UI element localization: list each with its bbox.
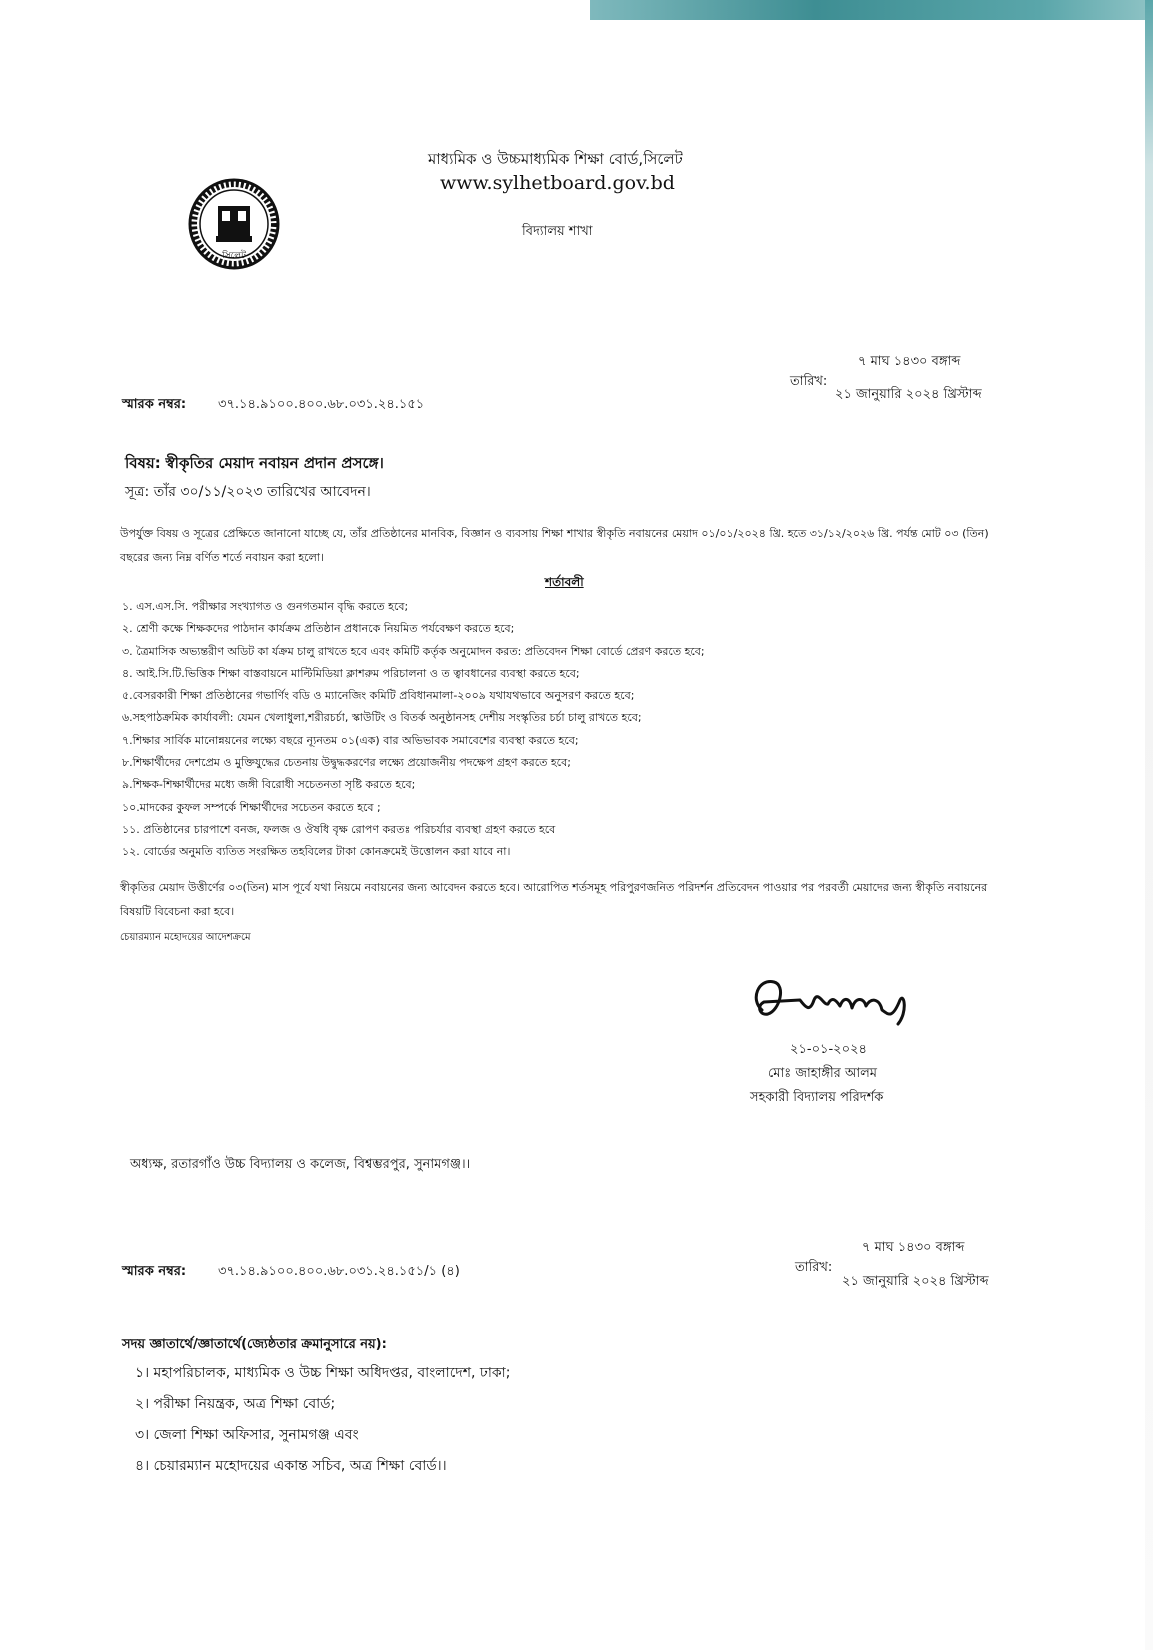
condition-item: ৮.শিক্ষার্থীদের দেশপ্রেম ও মুক্তিযুদ্ধের চেতনায় উদ্বুদ্ধকরণের লক্ষ্যে প্রয়োজনীয় পদক্ষেপ গ্রহণ করতে হবে; <box>122 756 571 770</box>
copy-ref-label: স্মারক নম্বর: <box>122 1264 187 1279</box>
board-seal-icon <box>188 178 280 270</box>
condition-item: ৯.শিক্ষক-শিক্ষার্থীদের মধ্যে জঙ্গী বিরোধী সচেতনতা সৃষ্টি করতে হবে; <box>122 778 416 792</box>
condition-item: ৪. আই.সি.টি.ভিত্তিক শিক্ষা বাস্তবায়নে মাল্টিমিডিয়া ক্লাশরুম পরিচালনা ও ত ত্বাবধানের ব্যবস্থা করতে হবে; <box>122 666 580 680</box>
date-bangla: ৭ মাঘ ১৪৩০ বঙ্গাব্দ <box>858 354 961 369</box>
reference-text: তাঁর ৩০/১১/২০২৩ তারিখের আবেদন। <box>153 484 371 500</box>
copy-item: ২। পরীক্ষা নিয়ন্ত্রক, অত্র শিক্ষা বোর্ড; <box>135 1396 336 1412</box>
intro-paragraph: উপর্যুক্ত বিষয় ও সূত্রের প্রেক্ষিতে জানানো যাচ্ছে যে, তাঁর প্রতিষ্ঠানের মানবিক, বিজ্ঞান ও ব্যবসায় শিক্ষা শাখার স্বীকৃতি নবায়নের মেয়াদ ০১/০১/২০২৪ খ্রি. হতে ৩১/১২/২০২৬ খ্রি. পর্যন্ত মোট ০৩ (তিন) বছরের জন্য নিম্ন বর্ণিত শর্তে নবায়ন করা হলো। <box>120 527 989 564</box>
copy-list <box>135 1358 510 1482</box>
subject-label: বিষয়: <box>125 454 161 472</box>
board-website: www.sylhetboard.gov.bd <box>440 172 675 194</box>
condition-item: ১০.মাদকের কুফল সম্পর্কে শিক্ষার্থীদের সচেতন করতে হবে ; <box>122 800 381 814</box>
copy-title: সদয় জ্ঞাতার্থে/জ্ঞাতার্থে(জ্যেষ্ঠতার ক্রমানুসারে নয়): <box>122 1337 387 1352</box>
order-line: চেয়ারম্যান মহোদয়ের আদেশক্রমে <box>120 932 251 943</box>
signature-icon <box>740 970 920 1040</box>
copy-date-label: তারিখ: <box>795 1260 833 1275</box>
signature-date: ২১-০১-২০২৪ <box>790 1042 867 1057</box>
copy-item: ৪। চেয়ারম্যান মহোদয়ের একান্ত সচিব, অত্র শিক্ষা বোর্ড।। <box>135 1458 447 1474</box>
condition-item: ৩. ত্রৈমাসিক অভ্যন্তরীণ অডিট কা র্যক্রম চালু রাখতে হবে এবং কমিটি কর্তৃক অনুমোদন করত: প্রতিবেদন শিক্ষা বোর্ডে প্রেরণ করতে হবে; <box>122 644 705 658</box>
reference-line <box>125 480 371 504</box>
closing-paragraph: স্বীকৃতির মেয়াদ উত্তীর্ণের ০৩(তিন) মাস পূর্বে যথা নিয়মে নবায়নের জন্য আবেদন করতে হবে। আরোপিত শর্তসমূহ পরিপুরণজনিত পরিদর্শন প্রতিবেদন পাওয়ার পর পরবর্তী মেয়াদের জন্য স্বীকৃতি নবায়নের বিষয়টি বিবেচনা করা হবে। <box>120 881 988 918</box>
scan-edge-right <box>1145 0 1153 1650</box>
board-name: মাধ্যমিক ও উচ্চমাধ্যমিক শিক্ষা বোর্ড,সিলেট <box>428 150 683 168</box>
copy-ref-number: ৩৭.১৪.৯১০০.৪০০.৬৮.০৩১.২৪.১৫১/১ (৪) <box>218 1264 460 1279</box>
condition-item: ১. এস.এস.সি. পরীক্ষার সংখ্যাগত ও গুনগতমান বৃদ্ধি করতে হবে; <box>122 600 409 613</box>
reference-label: সূত্র: <box>125 484 150 500</box>
branch-name: বিদ্যালয় শাখা <box>522 224 593 239</box>
copy-item: ১। মহাপরিচালক, মাধ্যমিক ও উচ্চ শিক্ষা অধিদপ্তর, বাংলাদেশ, ঢাকা; <box>135 1365 511 1381</box>
subject-text: স্বীকৃতির মেয়াদ নবায়ন প্রদান প্রসঙ্গে। <box>165 454 384 472</box>
signatory-designation: সহকারী বিদ্যালয় পরিদর্শক <box>750 1090 884 1105</box>
condition-item: ২. শ্রেণী কক্ষে শিক্ষকদের পাঠদান কার্যক্রম প্রতিষ্ঠান প্রধানকে নিয়মিত পর্যবেক্ষণ করতে হবে; <box>122 622 515 636</box>
condition-item: ৫.বেসরকারী শিক্ষা প্রতিষ্ঠানের গভার্ণিং বডি ও ম্যানেজিং কমিটি প্রবিধানমালা-২০০৯ যথাযথভাবে অনুসরণ করতে হবে; <box>122 689 635 703</box>
copy-date-english: ২১ জানুয়ারি ২০২৪ খ্রিস্টাব্দ <box>842 1274 989 1289</box>
ref-number: ৩৭.১৪.৯১০০.৪০০.৬৮.০৩১.২৪.১৫১ <box>218 397 425 412</box>
date-label: তারিখ: <box>790 374 828 389</box>
condition-item: ১১. প্রতিষ্ঠানের চারপাশে বনজ, ফলজ ও ঔষধি বৃক্ষ রোপণ করতঃ পরিচর্যার ব্যবস্থা গ্রহণ করতে হবে <box>122 822 556 836</box>
condition-item: ১২. বোর্ডের অনুমতি ব্যতিত সংরক্ষিত তহবিলের টাকা কোনক্রমেই উত্তোলন করা যাবে না। <box>122 845 511 859</box>
subject-line <box>125 452 384 477</box>
condition-item: ৬.সহপাঠক্রমিক কার্যাবলী: যেমন খেলাধুলা,শরীরচর্চা, স্কাউটিং ও বিতর্ক অনুষ্ঠানসহ দেশীয় সংস্কৃতির চর্চা চালু রাখতে হবে; <box>122 711 642 725</box>
condition-item: ৭.শিক্ষার সার্বিক মানোন্নয়নের লক্ষ্যে বছরে ন্যূনতম ০১(এক) বার অভিভাবক সমাবেশের ব্যবস্থা করতে হবে; <box>122 733 579 747</box>
conditions-title: শর্তাবলী <box>545 575 584 589</box>
recipient-address: অধ্যক্ষ, রতারগাঁও উচ্চ বিদ্যালয় ও কলেজ, বিশ্বম্ভরপুর, সুনামগঞ্জ।। <box>130 1157 471 1172</box>
copy-date-bangla: ৭ মাঘ ১৪৩০ বঙ্গাব্দ <box>862 1240 965 1255</box>
scan-edge-top <box>590 0 1153 20</box>
signatory-name: মোঃ জাহাঙ্গীর আলম <box>768 1066 878 1081</box>
copy-item: ৩। জেলা শিক্ষা অফিসার, সুনামগঞ্জ এবং <box>135 1427 359 1443</box>
conditions-list <box>122 596 1022 864</box>
seal-label: সিলেট <box>222 251 246 261</box>
date-english: ২১ জানুয়ারি ২০২৪ খ্রিস্টাব্দ <box>835 387 982 402</box>
ref-label: স্মারক নম্বর: <box>122 397 187 412</box>
